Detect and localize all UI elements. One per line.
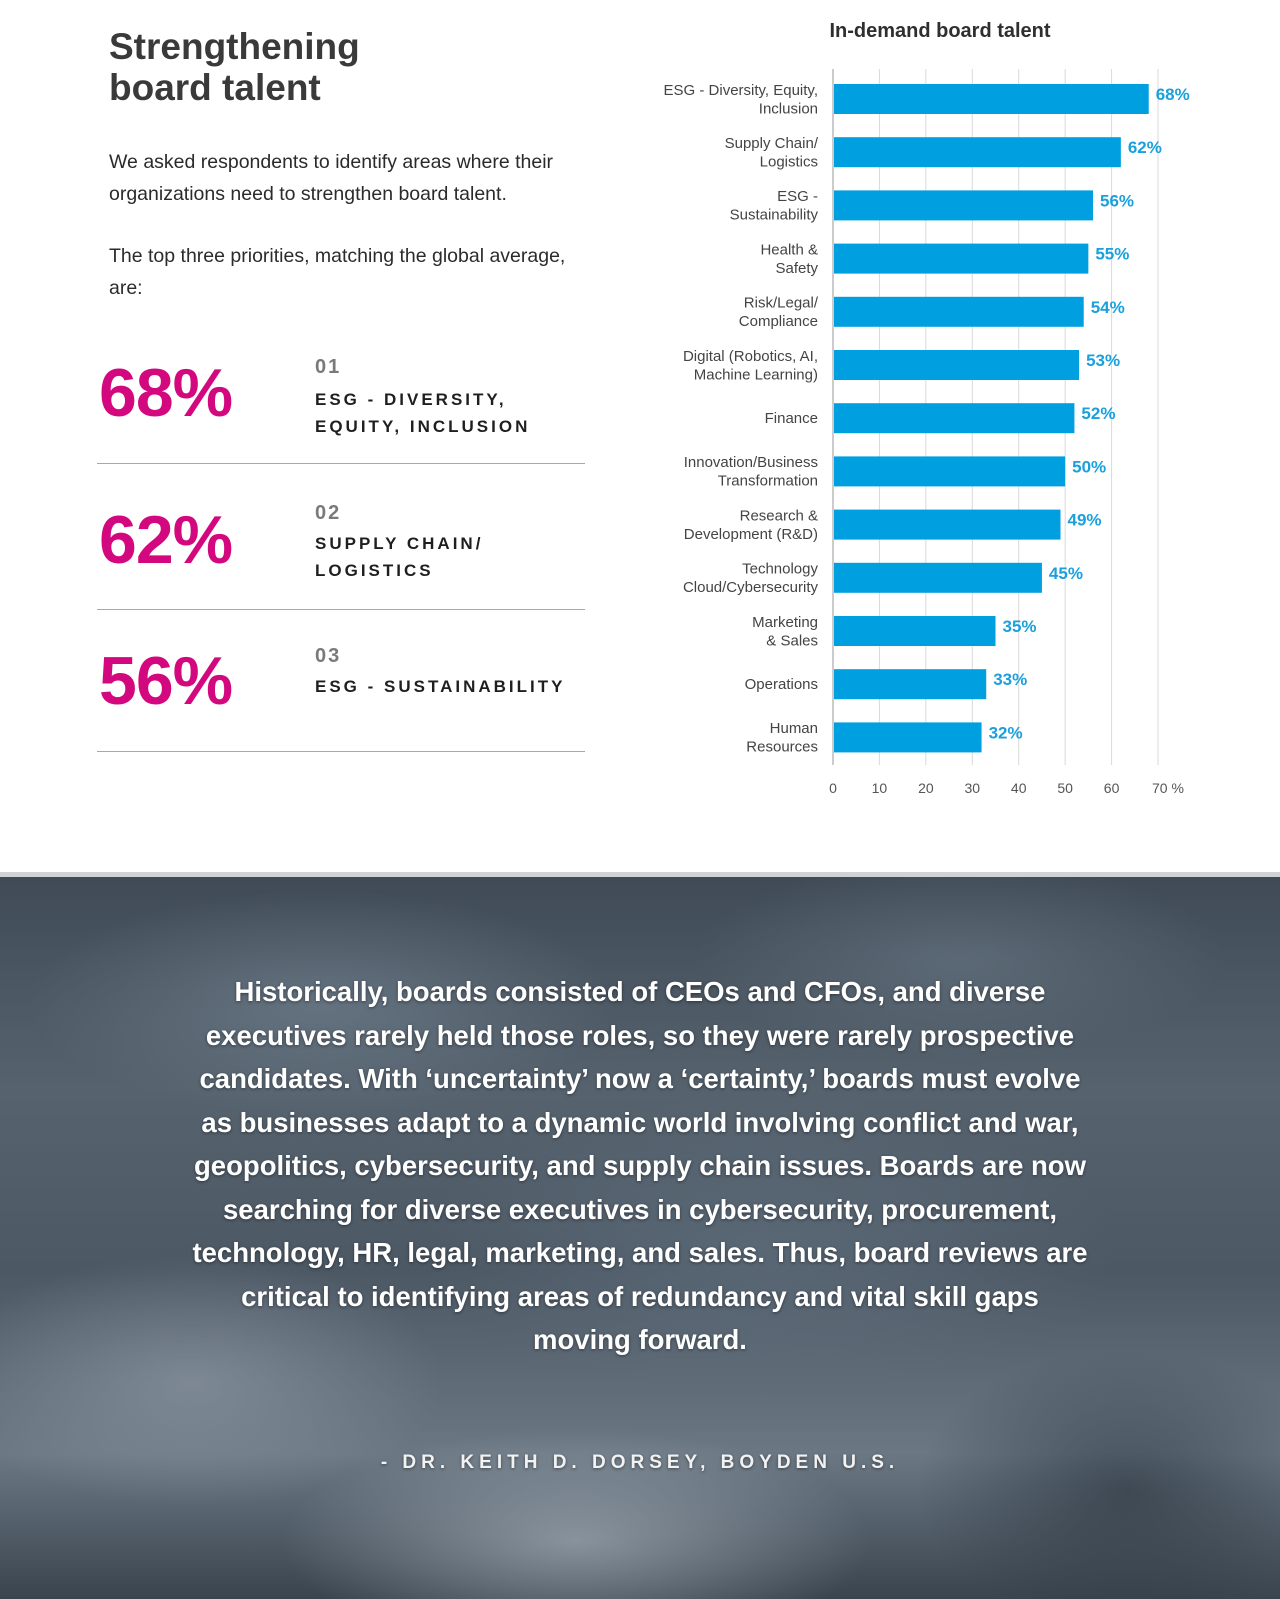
value-label: 62% bbox=[1127, 138, 1162, 158]
category-label: Human bbox=[769, 720, 818, 738]
bar bbox=[834, 722, 982, 752]
bar bbox=[834, 510, 1061, 540]
category-label: ESG - Diversity, Equity, bbox=[663, 81, 818, 99]
category-label: Development (R&D) bbox=[683, 525, 818, 543]
stat-value: 68% bbox=[99, 355, 233, 431]
intro-text bbox=[109, 146, 599, 334]
category-label: Risk/Legal/ bbox=[743, 294, 818, 312]
bar bbox=[834, 297, 1084, 327]
category-label: Health & bbox=[760, 241, 818, 259]
stat-value: 62% bbox=[99, 502, 233, 578]
value-label: 49% bbox=[1067, 510, 1102, 530]
category-label: Research & bbox=[739, 507, 818, 525]
x-tick-label: 20 bbox=[918, 780, 934, 796]
x-tick-label: 10 bbox=[871, 780, 888, 796]
category-label: Operations bbox=[744, 676, 818, 694]
category-label: Safety bbox=[775, 259, 818, 277]
value-label: 53% bbox=[1086, 351, 1121, 370]
category-label: Technology bbox=[742, 560, 818, 578]
category-label: ESG - bbox=[777, 188, 818, 206]
quote-attribution: - DR. KEITH D. DORSEY, BOYDEN U.S. bbox=[380, 1452, 900, 1473]
quote-text: Historically, boards consisted of CEOs and CFOs, and diverse executives rarely held those roles, so they were rarely prospective candidates. With ‘uncertainty’ now a ‘certainty,’ boards must evolve as businesses adapt to a dynamic world involving conflict and war, geopolitics, cybersecurity, and supply chain issues. Boards are now searching for diverse executives in cybersecurity, procurement, technology, HR, legal, marketing, and sales. Thus, board reviews are critical to identifying areas of redundancy and vital skill gaps moving forward. bbox=[192, 976, 1088, 1355]
category-label: & Sales bbox=[766, 632, 818, 650]
category-label: Compliance bbox=[738, 313, 818, 331]
quote-section bbox=[0, 872, 1280, 1599]
stat-number: 02 bbox=[315, 502, 342, 524]
intro-paragraph-2: The top three priorities, matching the global average, are: bbox=[109, 245, 566, 299]
category-label: Sustainability bbox=[729, 206, 818, 224]
x-tick-label: 40 bbox=[1010, 780, 1027, 796]
stat-number: 03 bbox=[315, 645, 342, 667]
category-label: Innovation/Business bbox=[683, 454, 818, 472]
stat-label-line-1: SUPPLY CHAIN/ bbox=[315, 534, 484, 553]
section-divider bbox=[0, 872, 1280, 877]
x-tick-label: 70 % bbox=[1152, 780, 1184, 796]
divider bbox=[97, 463, 585, 464]
divider bbox=[97, 751, 585, 752]
category-label: Marketing bbox=[752, 613, 818, 631]
category-label: Finance bbox=[764, 410, 818, 428]
stat-label bbox=[315, 530, 585, 584]
stat-label bbox=[315, 386, 585, 440]
category-label: Supply Chain/ bbox=[724, 134, 818, 152]
value-label: 32% bbox=[988, 723, 1023, 743]
value-label: 54% bbox=[1090, 297, 1125, 317]
value-label: 45% bbox=[1048, 563, 1083, 583]
page-title bbox=[109, 26, 360, 108]
value-label: 56% bbox=[1100, 191, 1135, 211]
value-label: 52% bbox=[1081, 404, 1116, 424]
value-label: 55% bbox=[1095, 244, 1130, 264]
x-tick-label: 0 bbox=[829, 780, 837, 796]
category-label: Resources bbox=[746, 738, 818, 756]
divider bbox=[97, 609, 585, 610]
title-line-2: board talent bbox=[109, 67, 321, 108]
bar bbox=[834, 84, 1149, 114]
stat-label-line-2: LOGISTICS bbox=[315, 561, 434, 580]
bar bbox=[834, 403, 1074, 433]
bar bbox=[834, 616, 996, 646]
stat-label bbox=[315, 673, 585, 700]
chart-title: In-demand board talent bbox=[829, 20, 1051, 42]
stat-label-line-2: EQUITY, INCLUSION bbox=[315, 417, 531, 436]
x-tick-label: 30 bbox=[964, 780, 981, 796]
bar bbox=[834, 669, 986, 699]
bar-chart bbox=[620, 55, 1220, 815]
title-line-1: Strengthening bbox=[109, 26, 360, 67]
category-label: Machine Learning) bbox=[693, 366, 818, 384]
bar bbox=[834, 244, 1088, 274]
stat-number: 01 bbox=[315, 356, 342, 378]
bar bbox=[834, 563, 1042, 593]
stat-label-line-1: ESG - DIVERSITY, bbox=[315, 390, 507, 409]
bar bbox=[834, 456, 1065, 486]
value-label: 35% bbox=[1002, 617, 1037, 636]
x-tick-label: 50 bbox=[1057, 780, 1073, 796]
intro-paragraph-1: We asked respondents to identify areas where their organizations need to strengthen board talent. bbox=[109, 151, 554, 205]
category-label: Cloud/Cybersecurity bbox=[682, 579, 818, 597]
bar bbox=[834, 190, 1093, 220]
stat-label-line-1: ESG - SUSTAINABILITY bbox=[315, 677, 566, 696]
stat-value: 56% bbox=[99, 643, 233, 719]
category-label: Inclusion bbox=[758, 100, 818, 118]
category-label: Digital (Robotics, AI, bbox=[682, 347, 818, 365]
value-label: 68% bbox=[1155, 85, 1190, 104]
bar bbox=[834, 137, 1121, 167]
category-label: Logistics bbox=[759, 153, 818, 171]
value-label: 50% bbox=[1072, 457, 1107, 477]
x-tick-label: 60 bbox=[1103, 780, 1120, 796]
bar bbox=[834, 350, 1079, 380]
value-label: 33% bbox=[993, 670, 1028, 690]
category-label: Transformation bbox=[717, 472, 818, 490]
